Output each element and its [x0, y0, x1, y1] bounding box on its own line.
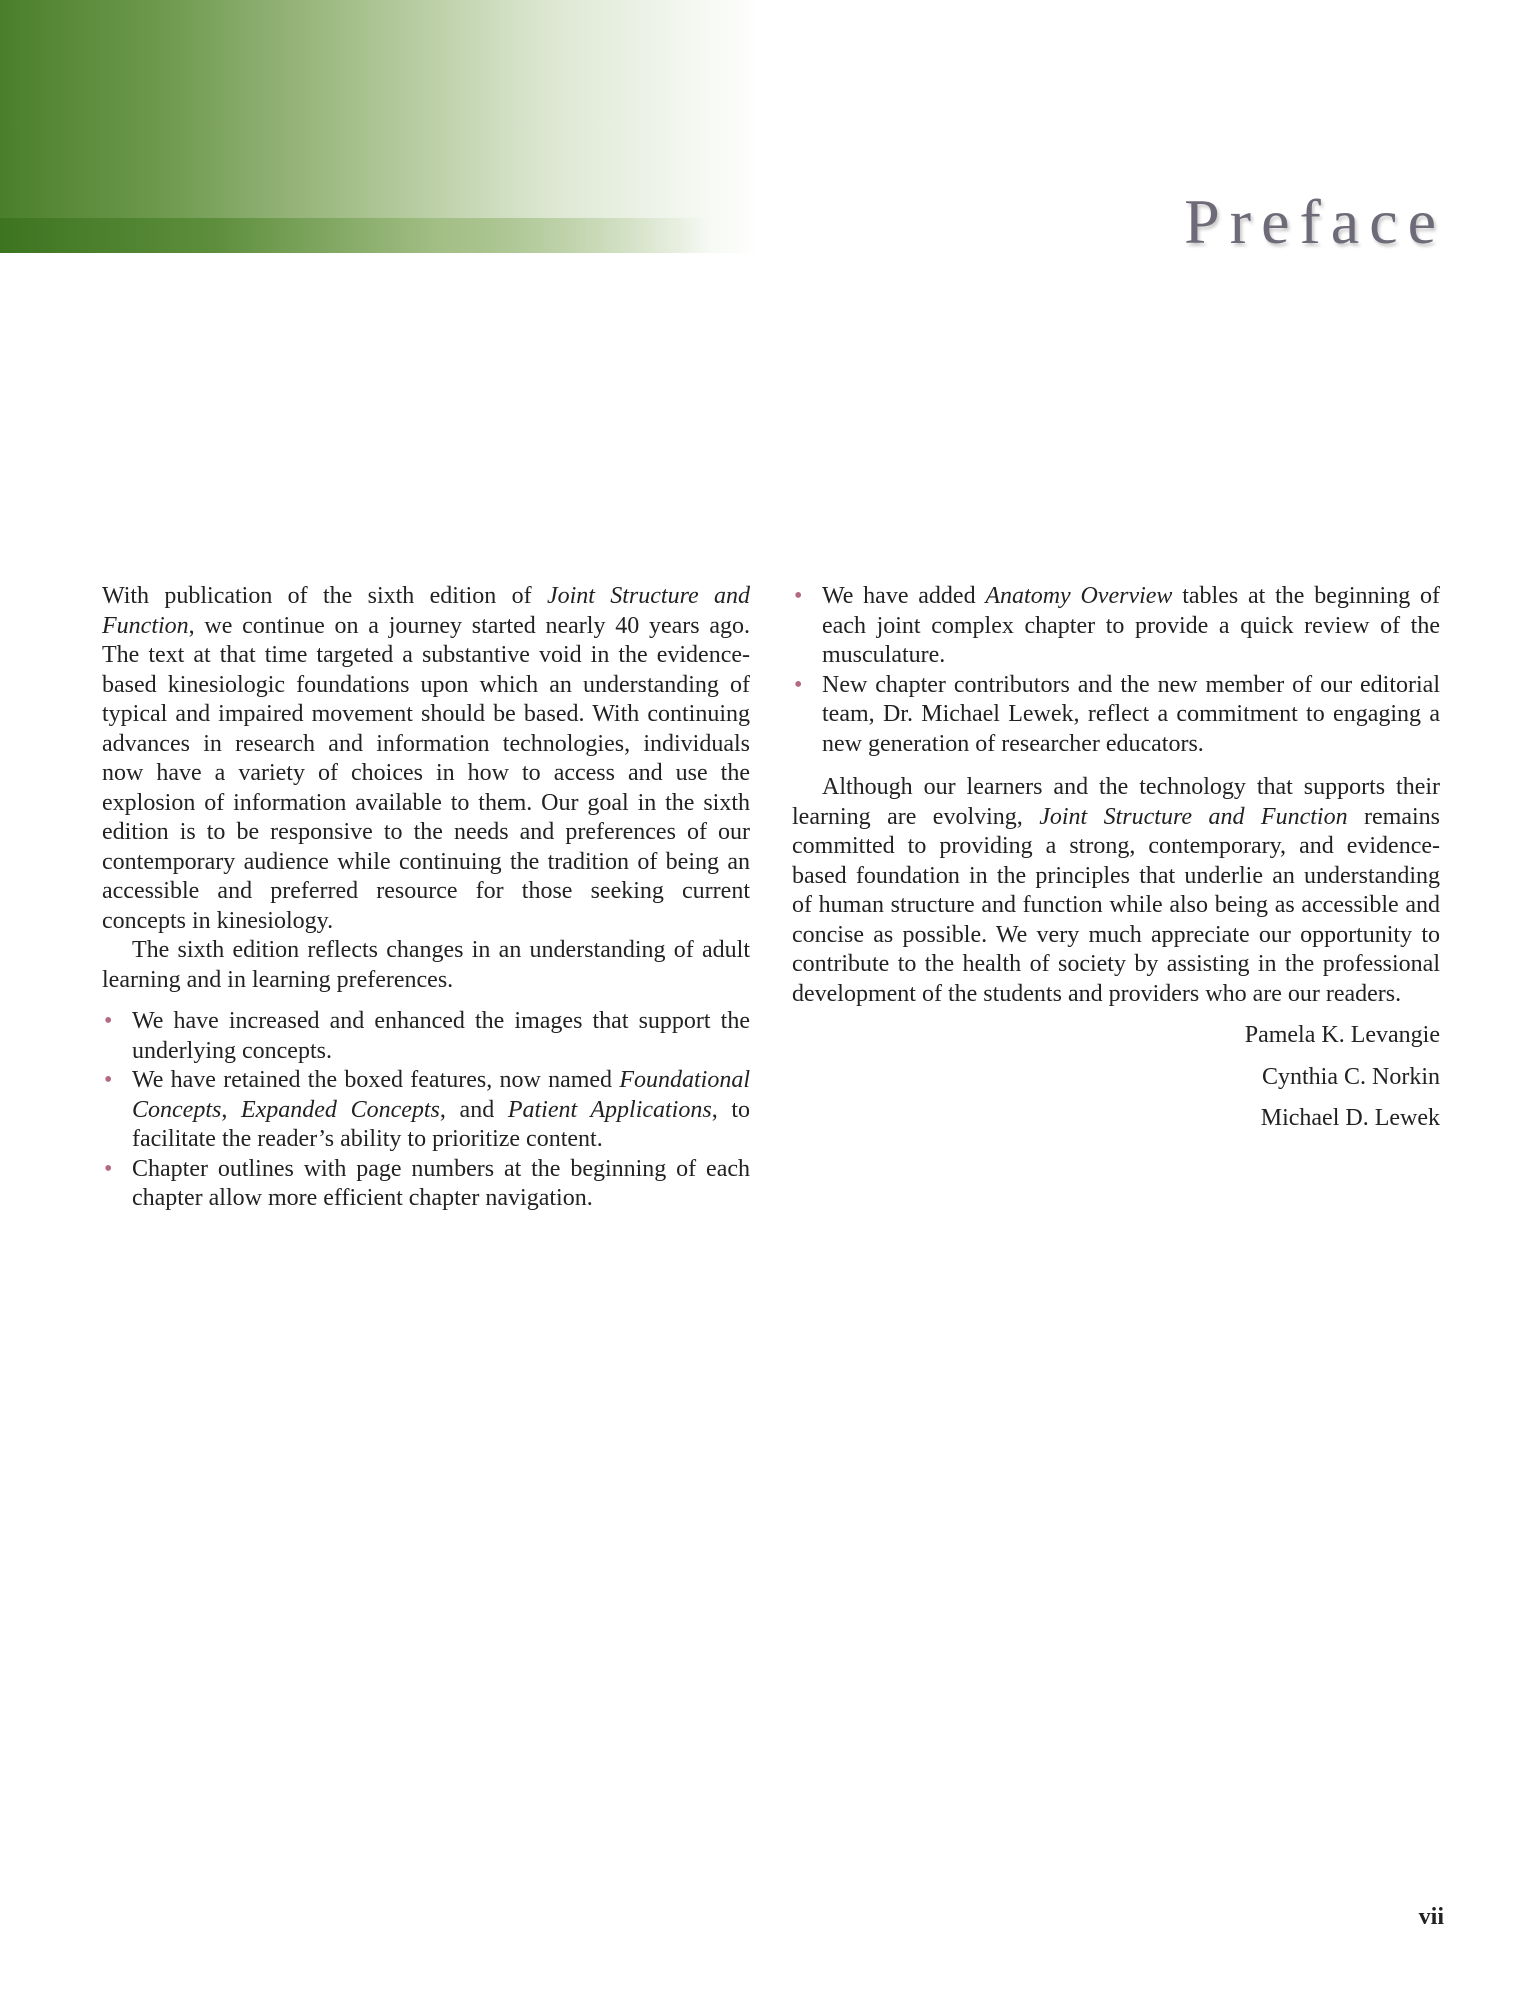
italic-title: Joint Structure and Function	[1039, 803, 1348, 830]
list-item-text: Chapter outlines with page numbers at the beginning of each chapter allow more efficient chapter navigation.	[132, 1155, 750, 1211]
list-item	[102, 1155, 750, 1214]
list-item	[792, 582, 1440, 671]
header-gradient-strip	[0, 218, 710, 253]
italic-title: Joint Structure and Function	[102, 583, 751, 639]
signature-norkin: Cynthia C. Norkin	[1262, 1063, 1440, 1090]
signature-block	[792, 1021, 1440, 1134]
intro-paragraph: With publication of the sixth edition of Joint Structure and Function, we continue on a journey started nearly 40 years ago. The text at that time targeted a substantive void in the evidence-based kinesiologic foundations upon which an understanding of typical and impaired movement should be based. With continuing advances in research and information technologies, individuals now have a variety of choices in how to access and use the explosion of information available to them. Our goal in the sixth edition is to be responsive to the needs and preferences of our contemporary audience while continuing the tradition of being an accessible and preferred resource for those seeking current concepts in kinesiology.	[102, 583, 751, 934]
right-bullet-list	[792, 582, 1440, 759]
italic-title: Anatomy Overview	[985, 583, 1173, 609]
left-column	[102, 582, 750, 1214]
signature-levangie: Pamela K. Levangie	[1244, 1022, 1440, 1048]
bullet-icon: •	[104, 1008, 113, 1034]
learning-paragraph: The sixth edition reflects changes in an understanding of adult learning and in learning preferences.	[102, 937, 750, 993]
list-item	[102, 1066, 750, 1155]
right-column	[792, 582, 1440, 1134]
list-item-text: We have increased and enhanced the images that support the underlying concepts.	[132, 1008, 750, 1064]
list-item-text: New chapter contributors and the new member of our editorial team, Dr. Michael Lewek, reflect a commitment to engaging a new generation of researcher educators.	[822, 671, 1440, 757]
header-gradient-band	[0, 0, 760, 253]
italic-title: Patient Applications	[507, 1096, 712, 1123]
page-number: vii	[1418, 1904, 1444, 1930]
italic-title: Foundational Concepts	[132, 1067, 750, 1123]
signature-lewek: Michael D. Lewek	[1260, 1105, 1440, 1131]
bullet-icon: •	[104, 1067, 113, 1093]
list-item-text: We have retained the boxed features, now named Foundational Concepts, Expanded Concepts, and Patient Applications, to facilitate the reader’s ability to prioritize content.	[132, 1067, 751, 1152]
list-item	[792, 671, 1440, 760]
page-title: Preface	[1184, 186, 1446, 257]
bullet-icon: •	[794, 583, 803, 609]
bullet-icon: •	[794, 671, 803, 698]
list-item	[102, 1007, 750, 1066]
closing-paragraph: Although our learners and the technology that supports their learning are evolving, Joint Structure and Function remains committed to providing a strong, contemporary, and evidence-based foundation in the principles that underlie an understanding of human structure and function while also being as accessible and concise as possible. We very much appreciate our opportunity to contribute to the health of society by assisting in the professional development of the students and providers who are our readers.	[792, 774, 1440, 1007]
list-item-text: We have added Anatomy Overview tables at the beginning of each joint complex chapter to provide a quick review of the musculature.	[822, 583, 1440, 668]
left-bullet-list	[102, 1007, 750, 1214]
italic-title: Expanded Concepts	[240, 1096, 440, 1123]
bullet-icon: •	[104, 1155, 113, 1182]
